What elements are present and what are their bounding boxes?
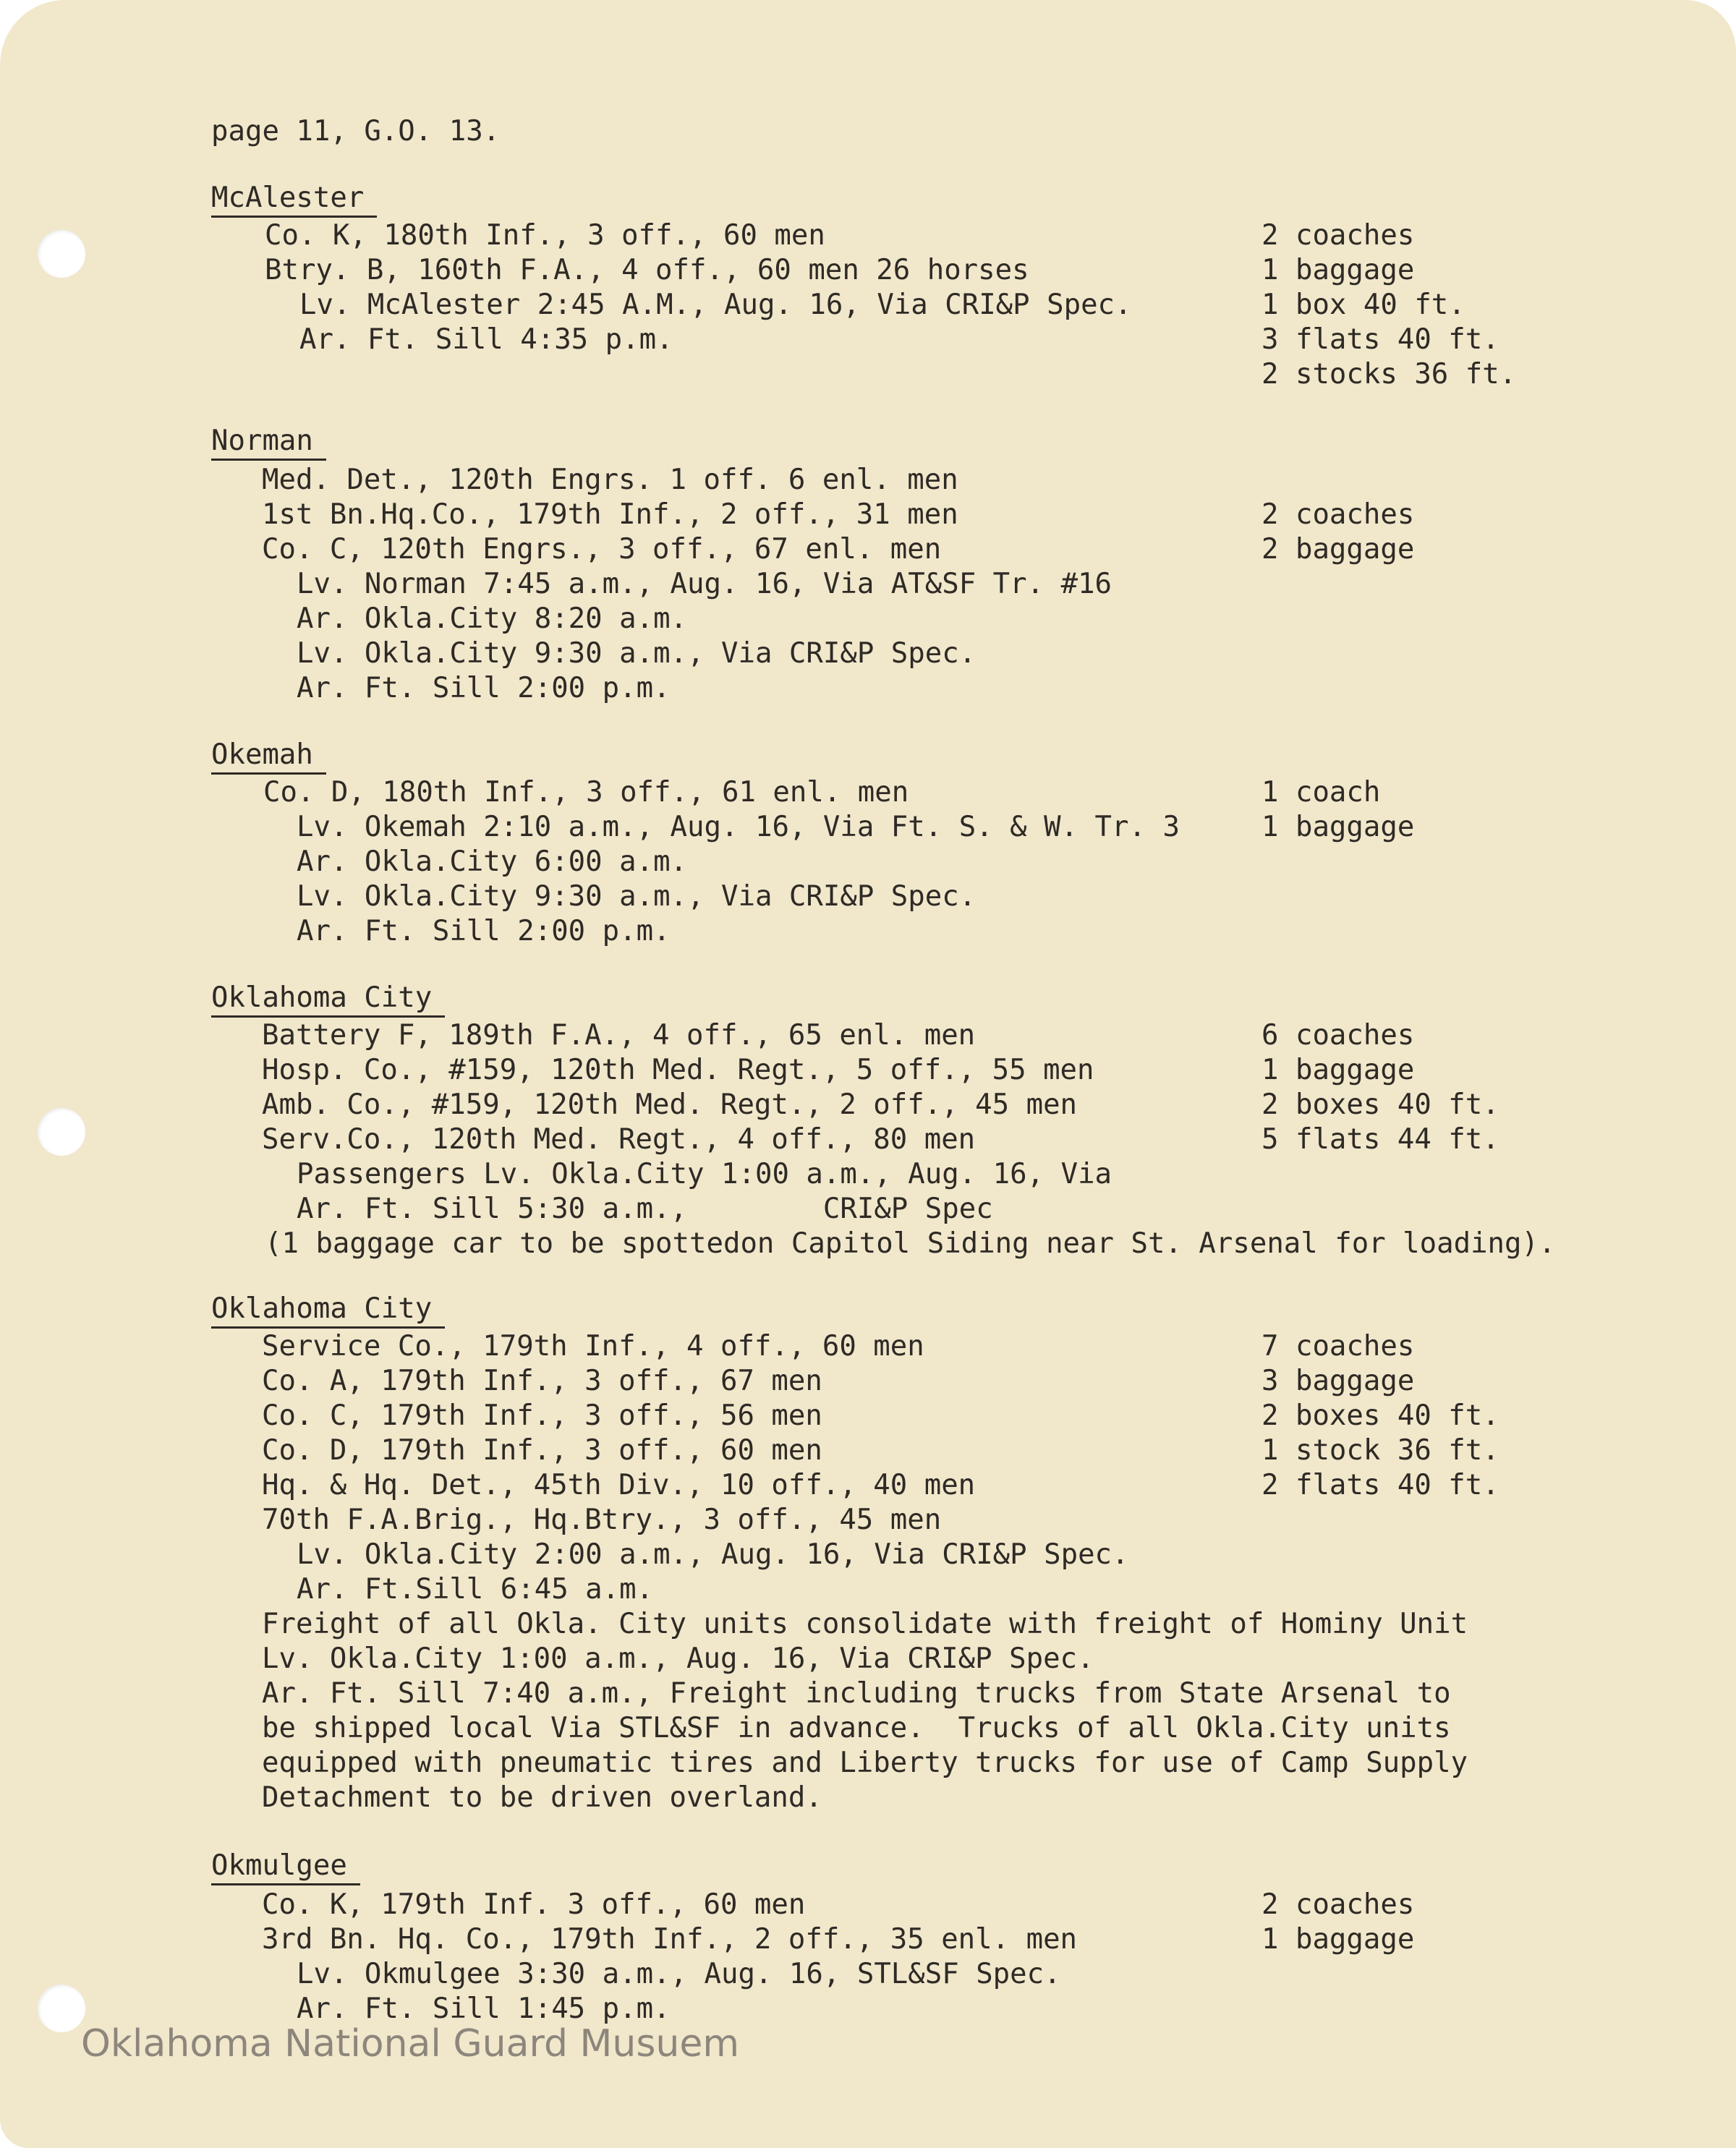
car-line: 6 coaches [1261,1019,1415,1052]
car-line: 2 coaches [1261,1888,1415,1921]
schedule-line: Ar. Ft. Sill 5:30 a.m., CRI&P Spec [297,1193,993,1225]
freight-line: Lv. Okla.City 1:00 a.m., Aug. 16, Via CRI&P Spec. [262,1642,1094,1675]
freight-line: Detachment to be driven overland. [262,1781,822,1814]
freight-line: be shipped local Via STL&SF in advance. Trucks of all Okla.City units [262,1712,1451,1744]
schedule-line: Lv. Norman 7:45 a.m., Aug. 16, Via AT&SF Tr. #16 [297,568,1112,600]
watermark: Oklahoma National Guard Musuem [81,2022,740,2066]
schedule-line: Lv. Okla.City 9:30 a.m., Via CRI&P Spec. [297,880,977,913]
schedule-line: Ar. Okla.City 8:20 a.m. [297,602,688,635]
schedule-line: Ar. Ft.Sill 6:45 a.m. [297,1573,654,1606]
schedule-line: Ar. Ft. Sill 2:00 p.m. [297,672,671,704]
car-line: 1 baggage [1261,811,1415,843]
unit-line: Co. C, 120th Engrs., 3 off., 67 enl. men [262,533,942,566]
freight-line: Ar. Ft. Sill 7:40 a.m., Freight including trucks from State Arsenal to [262,1677,1451,1710]
unit-line: Amb. Co., #159, 120th Med. Regt., 2 off., 45 men [262,1088,1078,1121]
schedule-line: Lv. Okemah 2:10 a.m., Aug. 16, Via Ft. S. & W. Tr. 3 [297,811,1180,843]
schedule-line: Passengers Lv. Okla.City 1:00 a.m., Aug. 16, Via [297,1158,1112,1190]
schedule-line: Ar. Ft. Sill 2:00 p.m. [297,915,671,947]
unit-line: Co. D, 180th Inf., 3 off., 61 enl. men [263,776,909,809]
unit-line: Battery F, 189th F.A., 4 off., 65 enl. men [262,1019,976,1052]
car-line: 2 coaches [1261,219,1415,252]
section-heading: Okemah [211,738,326,775]
freight-line: Freight of all Okla. City units consolidate with freight of Hominy Unit [262,1608,1468,1640]
unit-line: Co. C, 179th Inf., 3 off., 56 men [262,1399,822,1432]
unit-line: 70th F.A.Brig., Hq.Btry., 3 off., 45 men [262,1504,942,1536]
car-line: 2 boxes 40 ft. [1261,1088,1499,1121]
car-line: 1 baggage [1261,1923,1415,1956]
car-line: 2 flats 40 ft. [1261,1469,1499,1501]
page-header: page 11, G.O. 13. [211,115,501,148]
schedule-line: Ar. Okla.City 6:00 a.m. [297,845,688,878]
car-line: 5 flats 44 ft. [1261,1123,1499,1156]
car-line: 3 flats 40 ft. [1261,323,1499,356]
car-line: 2 coaches [1261,498,1415,531]
unit-line: Hq. & Hq. Det., 45th Div., 10 off., 40 men [262,1469,976,1501]
schedule-line: Lv. McAlester 2:45 A.M., Aug. 16, Via CRI&P Spec. [299,289,1132,321]
schedule-line: Lv. Okla.City 2:00 a.m., Aug. 16, Via CRI&P Spec. [297,1538,1129,1571]
schedule-line: Lv. Okla.City 9:30 a.m., Via CRI&P Spec. [297,637,977,670]
unit-line: Co. K, 179th Inf. 3 off., 60 men [262,1888,806,1921]
unit-line: Service Co., 179th Inf., 4 off., 60 men [262,1330,924,1363]
car-line: 2 stocks 36 ft. [1261,358,1517,391]
unit-line: 3rd Bn. Hq. Co., 179th Inf., 2 off., 35 enl. men [262,1923,1078,1956]
unit-line: Co. A, 179th Inf., 3 off., 67 men [262,1365,822,1397]
unit-line: Serv.Co., 120th Med. Regt., 4 off., 80 men [262,1123,976,1156]
car-line: 1 stock 36 ft. [1261,1434,1499,1467]
note-line: (1 baggage car to be spottedon Capitol Siding near St. Arsenal for loading). [265,1227,1556,1260]
car-line: 3 baggage [1261,1365,1415,1397]
unit-line: Med. Det., 120th Engrs. 1 off. 6 enl. men [262,464,958,496]
car-line: 2 boxes 40 ft. [1261,1399,1499,1432]
car-line: 1 baggage [1261,254,1415,286]
section-heading: Oklahoma City [211,981,445,1018]
freight-line: equipped with pneumatic tires and Liberty trucks for use of Camp Supply [262,1747,1468,1779]
car-line: 2 baggage [1261,533,1415,566]
unit-line: Hosp. Co., #159, 120th Med. Regt., 5 off., 55 men [262,1054,1094,1086]
schedule-line: Lv. Okmulgee 3:30 a.m., Aug. 16, STL&SF Spec. [297,1958,1061,1990]
car-line: 1 coach [1261,776,1381,809]
car-line: 1 box 40 ft. [1261,289,1465,321]
car-line: 7 coaches [1261,1330,1415,1363]
section-heading: McAlester [211,181,377,218]
section-heading: Oklahoma City [211,1292,445,1329]
car-line: 1 baggage [1261,1054,1415,1086]
unit-line: Btry. B, 160th F.A., 4 off., 60 men 26 horses [265,254,1029,286]
section-heading: Norman [211,424,326,461]
unit-line: Co. D, 179th Inf., 3 off., 60 men [262,1434,822,1467]
unit-line: Co. K, 180th Inf., 3 off., 60 men [265,219,825,252]
schedule-line: Ar. Ft. Sill 4:35 p.m. [299,323,673,356]
section-heading: Okmulgee [211,1849,360,1885]
schedule-line: Ar. Ft. Sill 1:45 p.m. [297,1993,671,2025]
unit-line: 1st Bn.Hq.Co., 179th Inf., 2 off., 31 men [262,498,958,531]
